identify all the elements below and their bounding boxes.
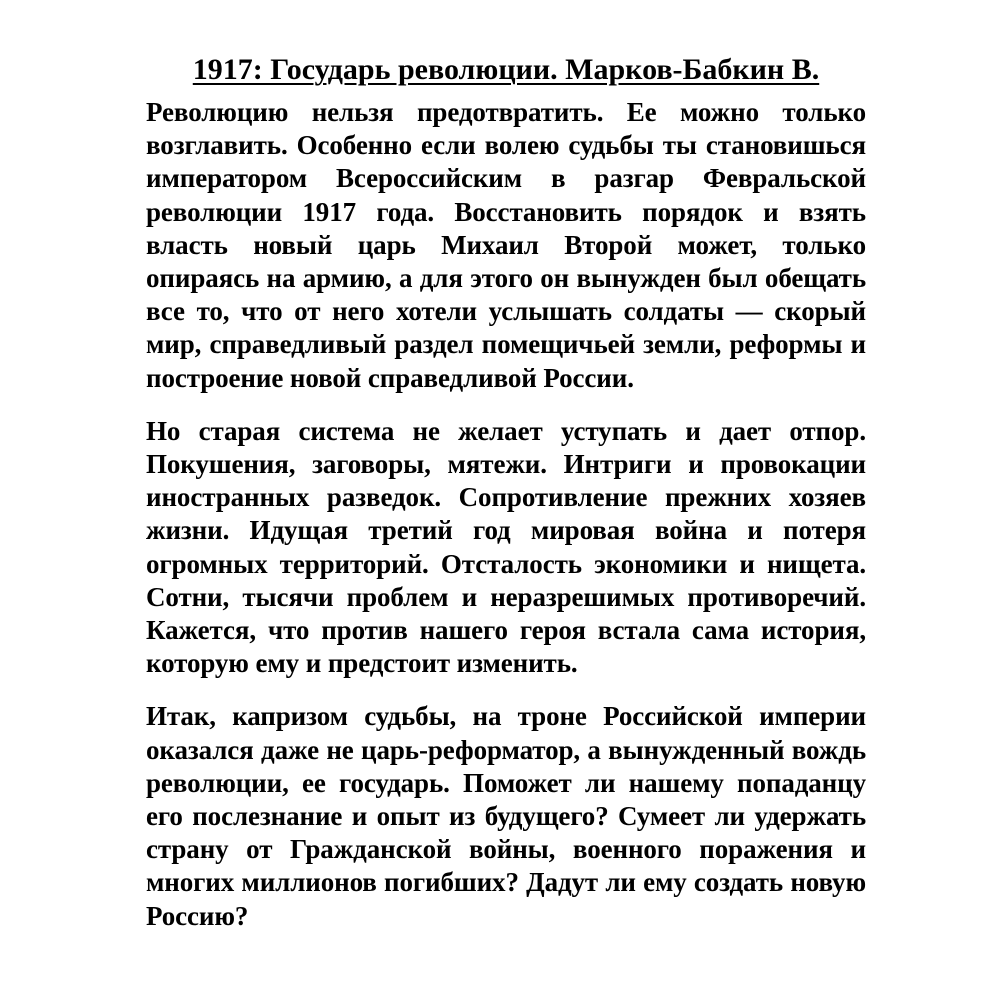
page-title: 1917: Государь революции. Марков-Бабкин В.	[192, 53, 820, 86]
paragraph-1: Революцию нельзя предотвратить. Ее можно только возглавить. Особенно если волею судьбы ты становишься императором Всероссийским в разгар Февральской революции 1917 года. Восстановить порядок и взять власть новый царь Михаил Второй может, только опираясь на армию, а для этого он вынужден был обещать все то, что от него хотели услышать солдаты — скорый мир, справедливый раздел помещичьей земли, реформы и построение новой справедливой России.	[146, 97, 866, 393]
document-page	[146, 52, 866, 933]
paragraph-3: Итак, капризом судьбы, на троне Российской империи оказался даже не царь-реформатор, а вынужденный вождь революции, ее государь. Поможет ли нашему попаданцу его послезнание и опыт из будущего? Сумеет ли удержать страну от Гражданской войны, военного поражения и многих миллионов погибших? Дадут ли ему создать новую Россию?	[146, 701, 866, 931]
paragraph-2: Но старая система не желает уступать и дает отпор. Покушения, заговоры, мятежи. Интриги и провокации иностранных разведок. Сопротивление прежних хозяев жизни. Идущая третий год мировая война и потеря огромных территорий. Отсталость экономики и нищета. Сотни, тысячи проблем и неразрешимых противоречий. Кажется, что против нашего героя встала сама история, которую ему и предстоит изменить.	[146, 415, 866, 679]
